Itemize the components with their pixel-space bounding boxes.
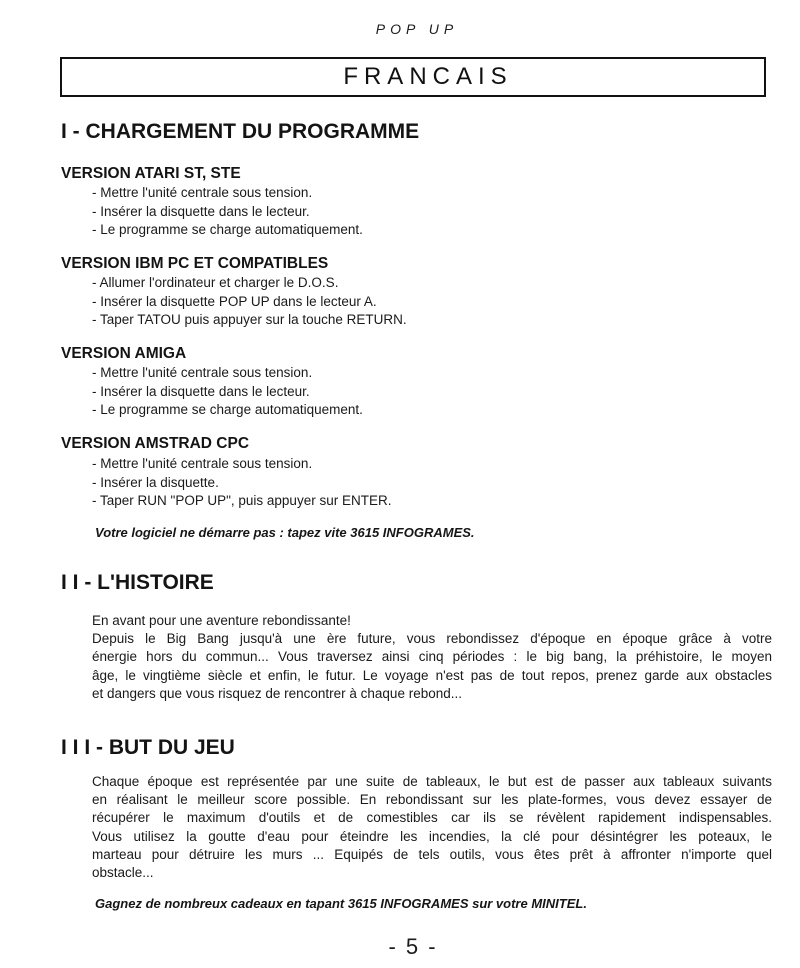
step-item: - Insérer la disquette dans le lecteur. [92,203,363,222]
step-item: - Le programme se charge automatiquement. [92,221,363,240]
language-title: FRANCAIS [343,63,513,90]
goal-line: récupérer le maximum d'outils et de comestibles car ils se révèlent rapidement indispensables. [92,810,772,826]
goal-line: marteau pour détruire les murs ... Equipés de tels outils, vous êtes prêt à affronter n'importe quel [92,846,772,862]
version-heading-ibm-pc: VERSION IBM PC ET COMPATIBLES [61,255,329,272]
story-paragraph [92,612,772,703]
step-item: - Le programme se charge automatiquement. [92,401,363,420]
version-steps-ibm-pc [92,274,407,330]
story-line: Depuis le Big Bang jusqu'à une ère future, vous rebondissez d'époque en époque grâce à votre [92,631,772,647]
version-steps-amstrad [92,455,391,511]
support-note: Votre logiciel ne démarre pas : tapez vite 3615 INFOGRAMES. [95,525,475,540]
step-item: - Mettre l'unité centrale sous tension. [92,184,363,203]
running-header: POP UP [375,21,459,37]
step-item: - Mettre l'unité centrale sous tension. [92,455,391,474]
goal-line: obstacle... [92,865,154,881]
story-line: âge, le vingtième siècle et enfin, le futur. Le voyage n'est pas de tout repos, prenez garde aux obstacles [92,667,772,683]
story-line: En avant pour une aventure rebondissante! [92,613,351,628]
gift-note: Gagnez de nombreux cadeaux en tapant 3615 INFOGRAMES sur votre MINITEL. [95,896,587,911]
goal-paragraph [92,773,772,882]
goal-line: en réalisant le meilleur score possible. En rebondissant sur les plate-formes, vous devez essayer de [92,792,772,808]
language-title-box [60,57,766,97]
story-line: et dangers que vous risquez de rencontrer à chaque rebond... [92,685,462,701]
section-heading-goal: I I I - BUT DU JEU [61,736,235,759]
step-item: - Mettre l'unité centrale sous tension. [92,364,363,383]
section-heading-loading: I - CHARGEMENT DU PROGRAMME [61,120,420,143]
version-steps-atari [92,184,363,240]
step-item: - Insérer la disquette POP UP dans le lecteur A. [92,293,407,312]
version-steps-amiga [92,364,363,420]
step-item: - Insérer la disquette dans le lecteur. [92,383,363,402]
step-item: - Taper TATOU puis appuyer sur la touche RETURN. [92,311,407,330]
step-item: - Insérer la disquette. [92,474,391,493]
goal-line: Vous utilisez la goutte d'eau pour éteindre les incendies, la clé pour désintégrer les poteaux, le [92,828,772,844]
version-heading-atari: VERSION ATARI ST, STE [61,165,241,182]
step-item: - Taper RUN "POP UP", puis appuyer sur ENTER. [92,492,391,511]
story-line: énergie hors du commun... Vous traversez ainsi cinq périodes : le big bang, la préhistoire, le moyen [92,649,772,665]
version-heading-amiga: VERSION AMIGA [61,345,187,362]
goal-line: Chaque époque est représentée par une suite de tableaux, le but est de passer aux tableaux suivants [92,774,772,789]
page-number: - 5 - [388,934,438,959]
step-item: - Allumer l'ordinateur et charger le D.O.S. [92,274,407,293]
version-heading-amstrad: VERSION AMSTRAD CPC [61,435,250,452]
section-heading-story: I I - L'HISTOIRE [61,571,214,594]
